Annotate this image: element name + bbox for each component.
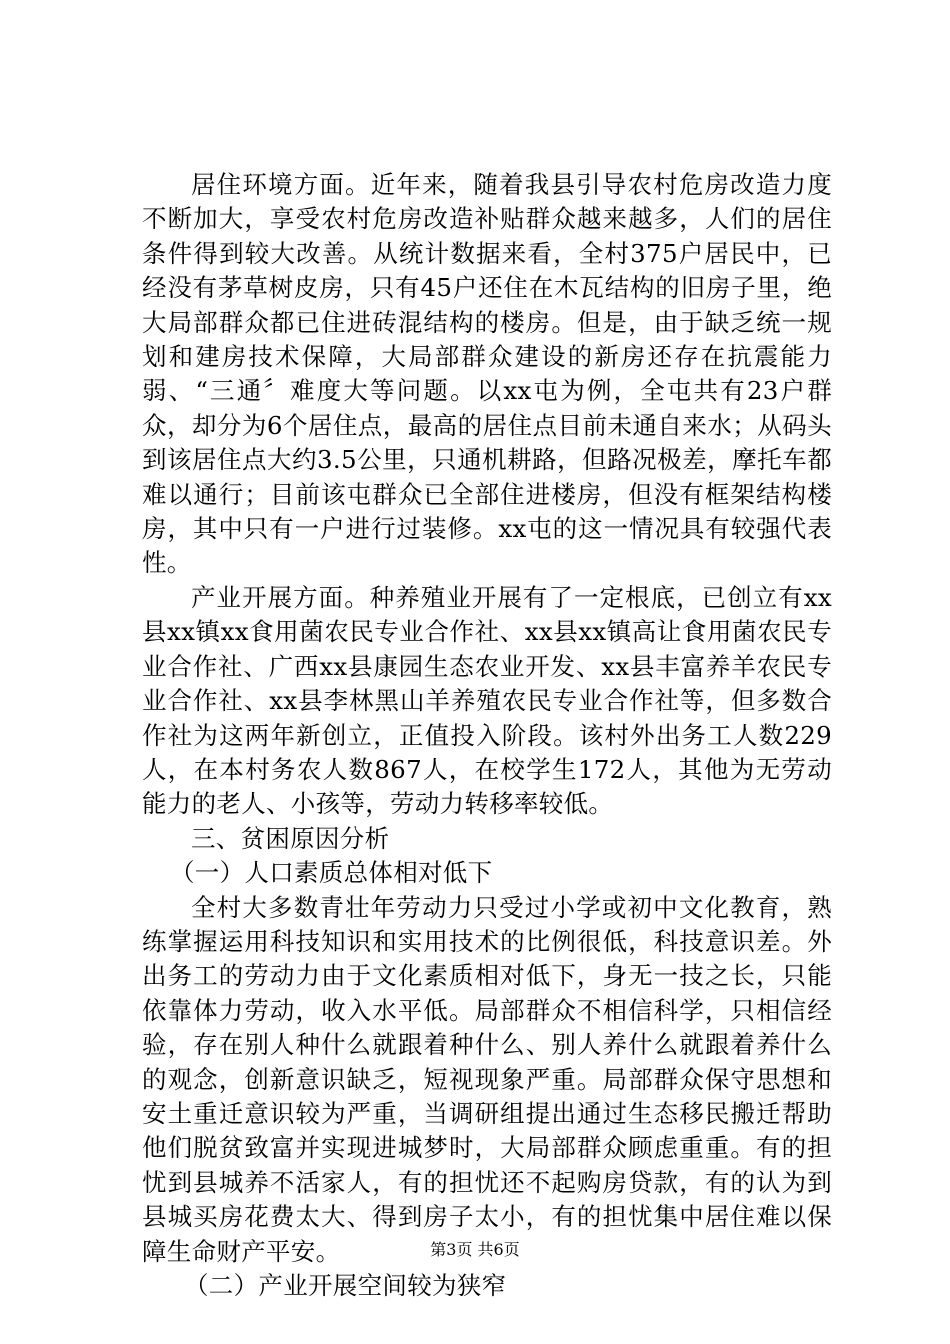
paragraph-industry-development: 产业开展方面。种养殖业开展有了一定根底，已创立有xx县xx镇xx食用菌农民专业合作社、xx县xx镇高让食用菌农民专业合作社、广西xx县康园生态农业开发、xx县丰富养羊农民专业合作社、xx县李林黑山羊养殖农民专业合作社等，但多数合作社为这两年新创立，正值投入阶段。该村外出务工人数229人，在本村务农人数867人，在校学生172人，其他为无劳动能力的老人、小孩等，劳动力转移率较低。 [142, 582, 832, 819]
section-heading-poverty-causes: 三、贫困原因分析 [191, 823, 390, 853]
paragraph-living-environment: 居住环境方面。近年来，随着我县引导农村危房改造力度不断加大，享受农村危房改造补贴群众越来越多，人们的居住条件得到较大改善。从统计数据来看，全村375户居民中，已经没有茅草树皮房，只有45户还住在木瓦结构的旧房子里，绝大局部群众都已住进砖混结构的楼房。但是，由于缺乏统一规划和建房技术保障，大局部群众建设的新房还存在抗震能力弱、“三通〞难度大等问题。以xx屯为例，全屯共有23户群众，却分为6个居住点，最高的居住点目前未通自来水；从码头到该居住点大约3.5公里，只通机耕路，但路况极差，摩托车都难以通行；目前该屯群众已全部住进楼房，但没有框架结构楼房，其中只有一户进行过装修。xx屯的这一情况具有较强代表性。 [142, 170, 832, 578]
page-footer: 第3页 共6页 [430, 1240, 520, 1259]
document-body [142, 168, 832, 1303]
sub-heading-population-quality: （一）人口素质总体相对低下 [170, 858, 493, 888]
paragraph-population-quality: 全村大多数青壮年劳动力只受过小学或初中文化教育，熟练掌握运用科技知识和实用技术的比例很低，科技意识差。外出务工的劳动力由于文化素质相对低下，身无一技之长，只能依靠体力劳动，收入水平低。局部群众不相信科学，只相信经验，存在别人种什么就跟着种什么、别人养什么就跟着养什么的观念，创新意识缺乏，短视现象严重。局部群众保守思想和安土重迁意识较为严重，当调研组提出通过生态移民搬迁帮助他们脱贫致富并实现进城梦时，大局部群众顾虑重重。有的担忧到县城养不活家人，有的担忧还不起购房贷款，有的认为到县城买房花费太大、得到房子太小，有的担忧集中居住难以保障生命财产平安。 [142, 892, 832, 1266]
sub-heading-industry-space: （二）产业开展空间较为狭窄 [184, 1271, 507, 1300]
